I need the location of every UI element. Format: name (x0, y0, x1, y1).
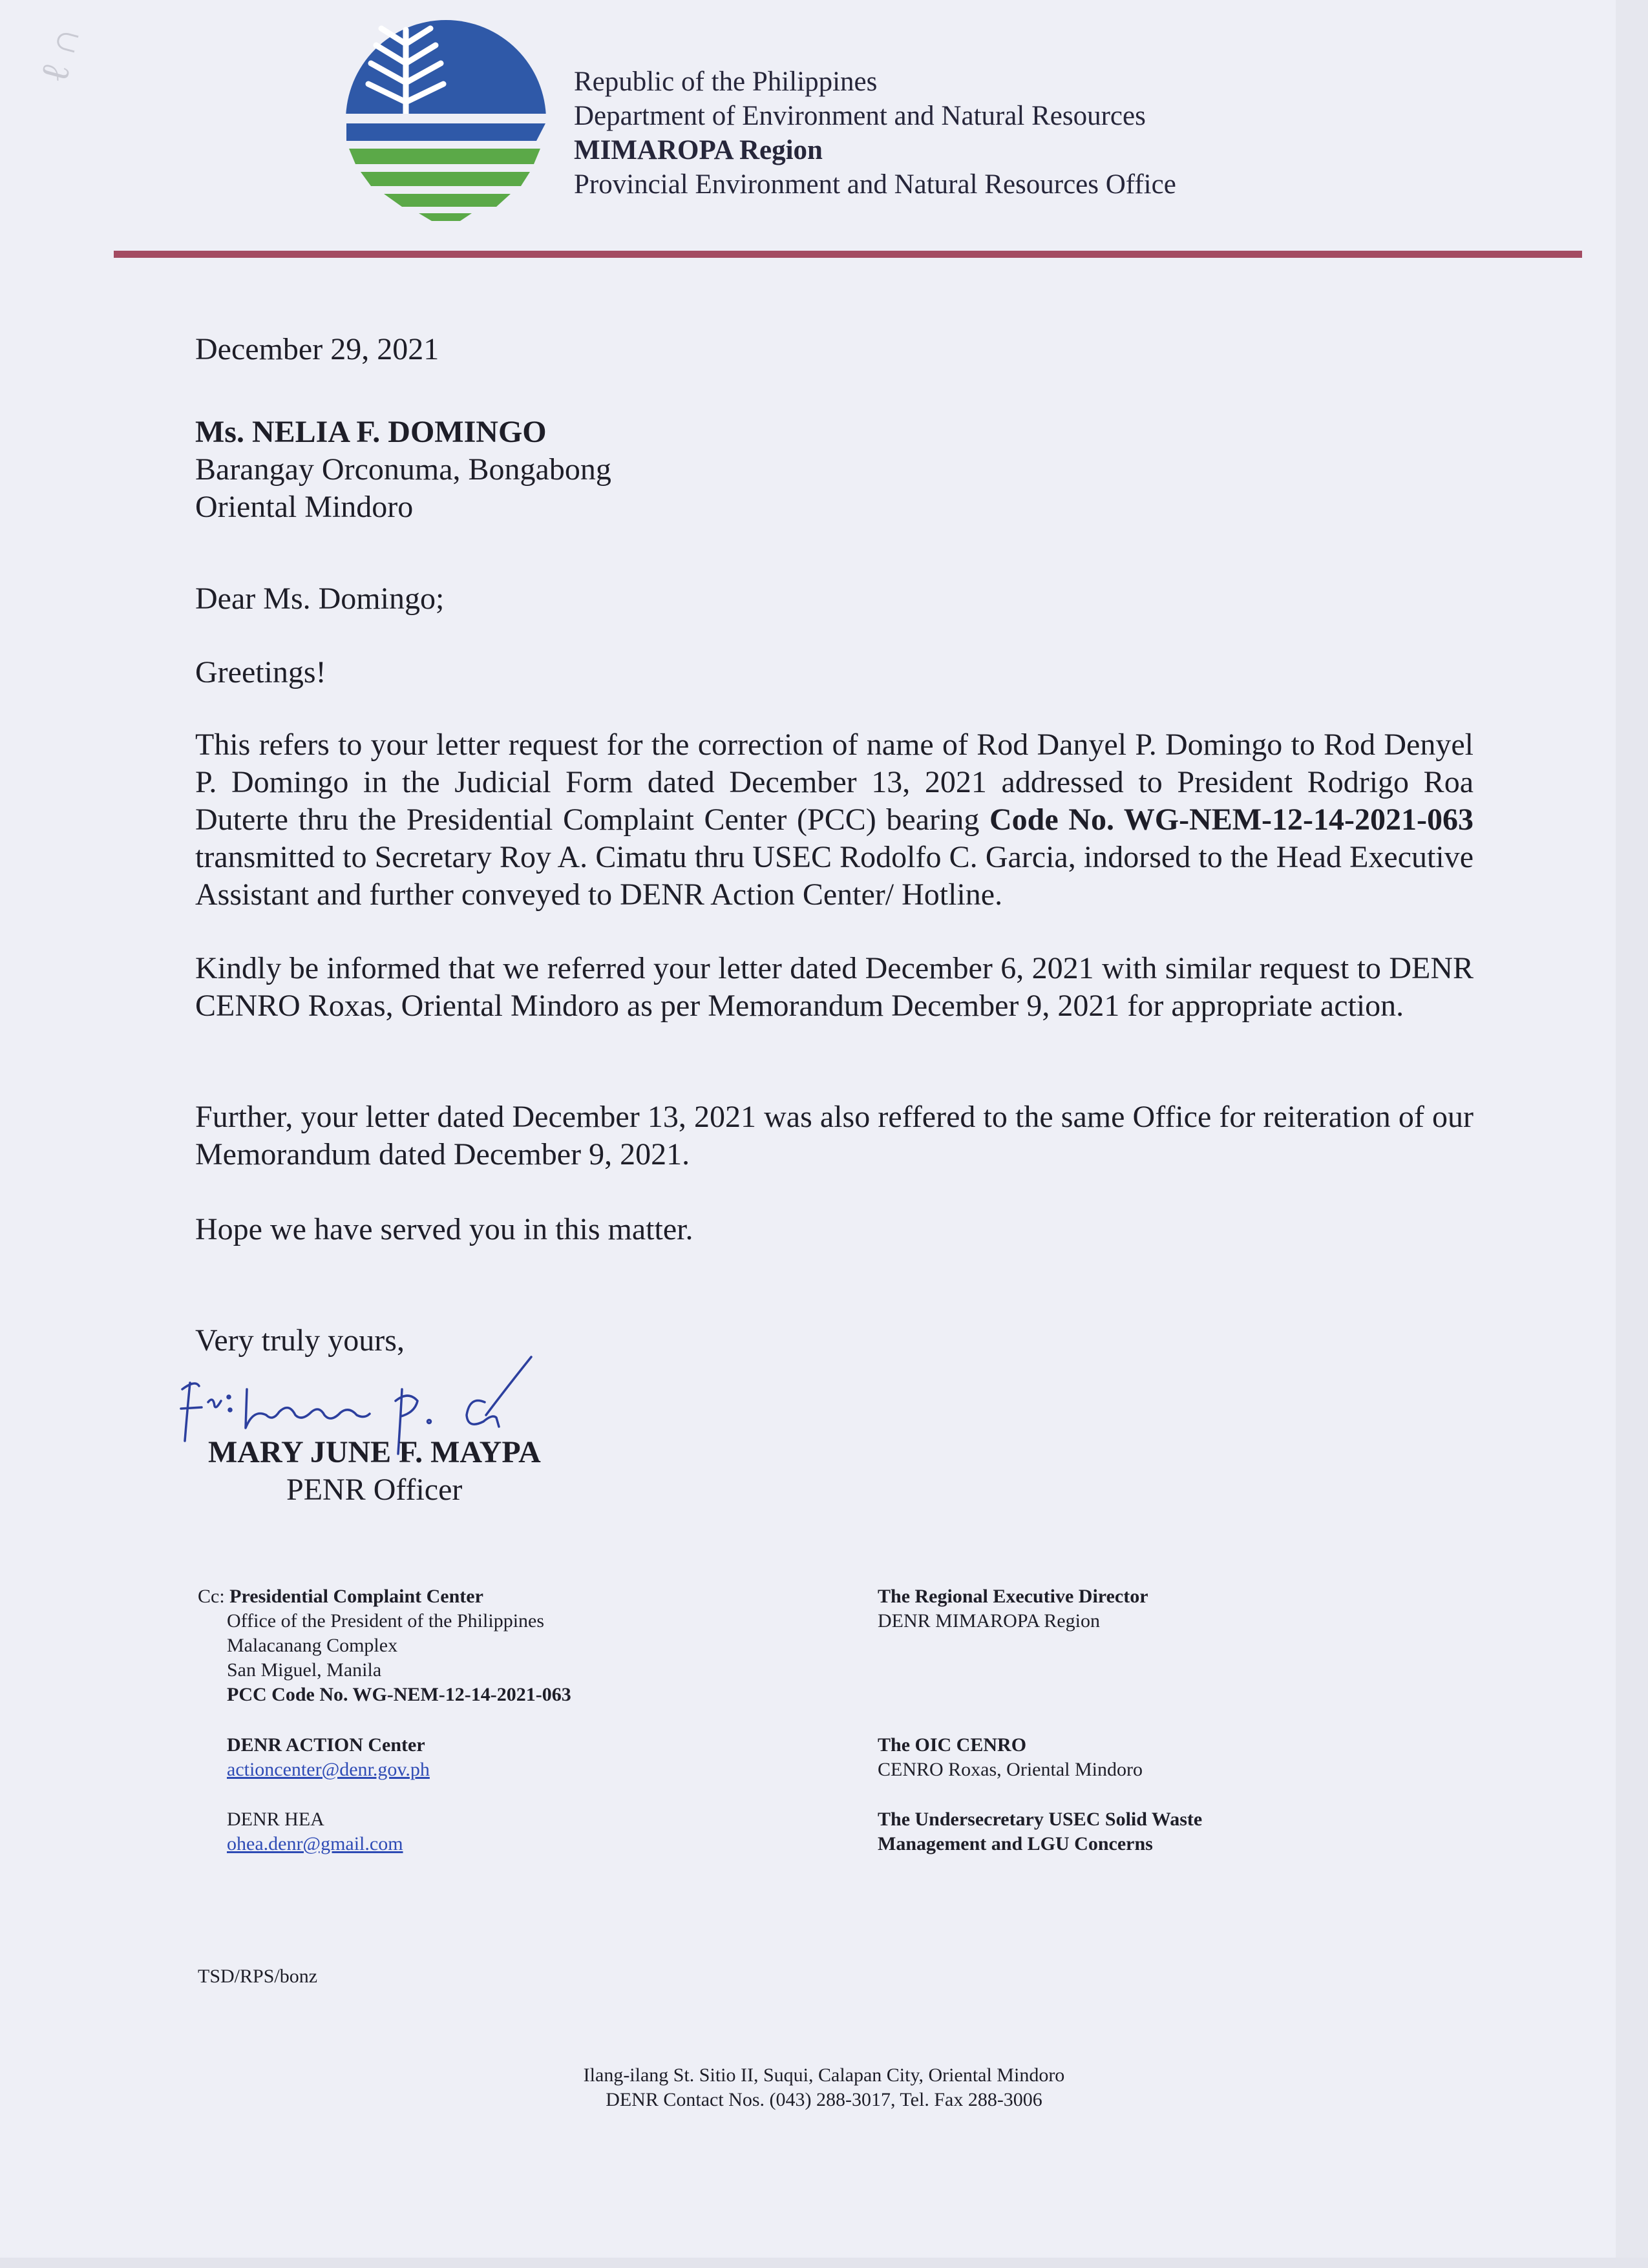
cc-pcc-line3: San Miguel, Manila (227, 1659, 382, 1681)
salutation: Dear Ms. Domingo; (195, 582, 445, 616)
cc-usec (878, 1807, 1202, 1856)
reference-initials: TSD/RPS/bonz (198, 1966, 318, 1987)
cc-red-line: DENR MIMAROPA Region (878, 1610, 1100, 1632)
cc-hea-email-link[interactable]: ohea.denr@gmail.com (227, 1833, 403, 1854)
cc-usec-title-line1: The Undersecretary USEC Solid Waste (878, 1809, 1203, 1830)
cc-hea-title: DENR HEA (227, 1809, 324, 1830)
signatory-name: MARY JUNE F. MAYPA (208, 1435, 541, 1469)
paragraph-4: Hope we have served you in this matter. (195, 1212, 693, 1246)
recipient-name: Ms. NELIA F. DOMINGO (195, 415, 547, 449)
cc-pcc-line1: Office of the President of the Philippines (227, 1610, 545, 1632)
scan-edge (1616, 0, 1648, 2268)
cc-action-center-title: DENR ACTION Center (227, 1734, 425, 1756)
letterhead-text (574, 65, 1176, 202)
recipient-address-line1: Barangay Orconuma, Bongabong (195, 452, 611, 487)
signatory-title: PENR Officer (286, 1473, 463, 1507)
paragraph-1-text-b: transmitted to Secretary Roy A. Cimatu thru USEC Rodolfo C. Garcia, indorsed to the Head Executive Assistant and further conveyed to DENR Action Center/ Hotline. (195, 840, 1474, 912)
department-line: Department of Environment and Natural Resources (574, 101, 1146, 131)
closing: Very truly yours, (195, 1323, 405, 1358)
footer (0, 2063, 1648, 2112)
cc-usec-title-line2: Management and LGU Concerns (878, 1833, 1153, 1854)
cc-action-center-email-link[interactable]: actioncenter@denr.gov.ph (227, 1759, 430, 1780)
cc-oic-cenro-line: CENRO Roxas, Oriental Mindoro (878, 1759, 1143, 1780)
letter-date: December 29, 2021 (195, 332, 439, 366)
paragraph-2: Kindly be informed that we referred your letter dated December 6, 2021 with similar request to DENR CENRO Roxas, Oriental Mindoro as per Memorandum December 9, 2021 for appropriate action. (195, 951, 1474, 1023)
cc-red-title: The Regional Executive Director (878, 1586, 1148, 1607)
cc-oic-cenro-title: The OIC CENRO (878, 1734, 1027, 1756)
recipient-address-line2: Oriental Mindoro (195, 490, 414, 524)
cc-pcc-line2: Malacanang Complex (227, 1635, 398, 1656)
office-line: Provincial Environment and Natural Resources Office (574, 169, 1176, 200)
paragraph-1-text-a: This refers to your letter request for the correction of name of Rod Danyel P. Domingo to Rod Denyel P. Domingo in the Judicial Form dated December 13, 2021 addressed to President Rodrigo Roa Duterte thru the Presidential Complaint Center (PCC) bearing (195, 728, 1474, 837)
cc-action-center (227, 1733, 430, 1782)
paragraph-3: Further, your letter dated December 13, 2021 was also reffered to the same Office for reiteration of our Memorandum dated December 9, 2021. (195, 1100, 1474, 1171)
pcc-code: Code No. WG-NEM-12-14-2021-063 (989, 803, 1474, 837)
region-line: MIMAROPA Region (574, 135, 823, 165)
cc-oic-cenro (878, 1733, 1143, 1782)
republic-line: Republic of the Philippines (574, 67, 878, 97)
cc-label: Cc: (198, 1586, 225, 1607)
header-rule (114, 251, 1582, 258)
paragraph-1 (195, 726, 1474, 914)
cc-red (878, 1584, 1148, 1633)
scan-bottom-edge (0, 2258, 1648, 2268)
cc-pcc-code: PCC Code No. WG-NEM-12-14-2021-063 (227, 1684, 571, 1705)
greeting: Greetings! (195, 655, 326, 689)
cc-hea (227, 1807, 403, 1856)
denr-logo (343, 17, 549, 224)
footer-address: Ilang-ilang St. Sitio II, Suqui, Calapan City, Oriental Mindoro (583, 2064, 1065, 2086)
footer-contact: DENR Contact Nos. (043) 288-3017, Tel. Fax 288-3006 (606, 2089, 1042, 2110)
pencil-mark: ℓ ∩ (32, 21, 89, 87)
cc-block-left (198, 1584, 571, 1707)
cc-pcc-title: Presidential Complaint Center (229, 1586, 483, 1607)
